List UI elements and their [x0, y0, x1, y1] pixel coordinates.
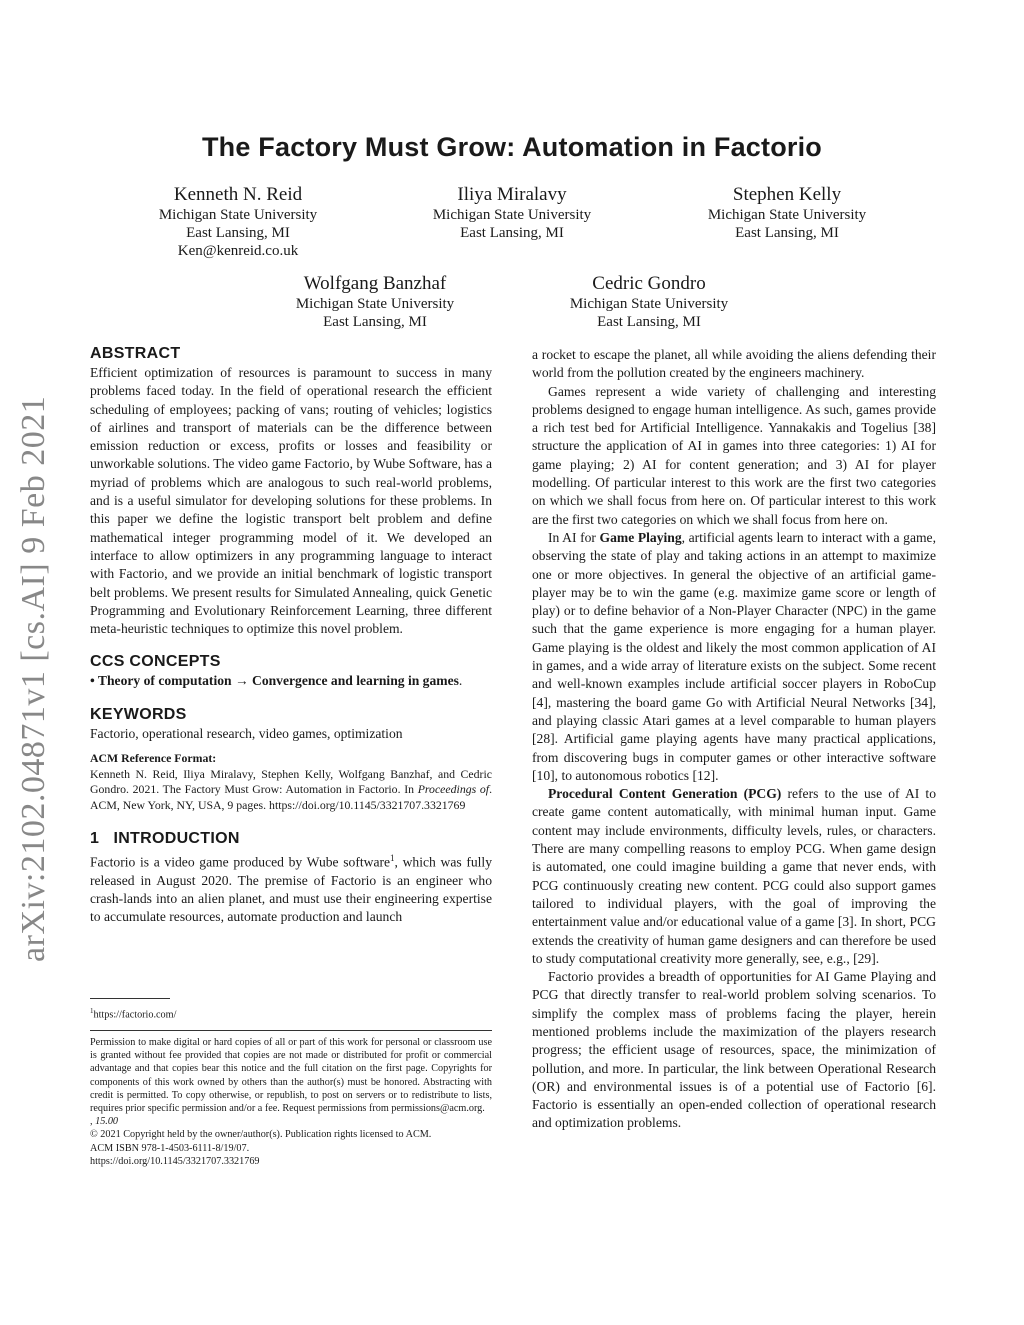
- author-block: [382, 184, 642, 242]
- ccs-bullet: •: [90, 673, 95, 689]
- ccs-arrow: →: [235, 673, 249, 689]
- intro-text-a: Factorio is a video game produced by Wube software: [90, 854, 391, 870]
- footnote-mark: 1: [90, 1007, 94, 1015]
- footnote-rule: [90, 998, 170, 999]
- intro-text-b: , which was fully released in August 2020. The premise of Factorio is an engineer who crash-lands into an alien planet, and must use their engineering expertise to accumulate resources, automate production and launch: [90, 854, 492, 925]
- author-block: [657, 184, 917, 242]
- acm-reference: [90, 751, 492, 813]
- text-run: , artificial agents learn to interact with a game, observing the state of play and taking actions in an attempt to maximize one or more objectives. In general the objective of an artificial game-player may be to win the game (e.g. maximize game score or length of play) or to define behavior of a Non-Player Character (NPC) in the game such that the game experience is more engaging for a human player. Game playing is the oldest and likely the most common application of AI in games, and a wide array of literature exists on the subject. Some recent and well-known examples include artificial soccer players in RoboCup [4], mastering the board game Go with Artificial Neural Networks [34], and playing classic Atari games at a level comparable to human players [28]. Artificial game playing agents have many practical applications, from discovering bugs in computer games or other interactive software [10], to autonomous robotics [12].: [532, 529, 936, 783]
- paragraph-pcg: [532, 785, 936, 968]
- term-pcg: Procedural Content Generation (PCG): [548, 786, 782, 802]
- right-column: [532, 346, 936, 1133]
- author-name: Stephen Kelly: [732, 184, 842, 205]
- ccs-heading: CCS CONCEPTS: [90, 653, 221, 671]
- doi-line: https://doi.org/10.1145/3321707.3321769: [90, 1155, 260, 1167]
- paragraph: Games represent a wide variety of challenging and interesting problems designed to engage human intelligence. As such, games provide a rich test bed for Artificial Intelligence. Yannakakis and Togelius [38] structure the application of AI in games into three categories: 1) AI for game playing; 2) AI for content generation; and 3) AI for player modelling. Of particular interest to this work are the first two categories on which we shall focus from here on. Of particular interest to this work are the first two categories on which we shall focus from here on.: [532, 383, 936, 527]
- text-run: In AI for: [548, 529, 600, 545]
- intro-text: [90, 849, 492, 927]
- author-affiliation: Michigan State University: [158, 207, 318, 223]
- intro-title: INTRODUCTION: [113, 830, 240, 848]
- author-block: [108, 184, 368, 260]
- author-location: East Lansing, MI: [186, 225, 290, 241]
- copyright-line: © 2021 Copyright held by the owner/author(s). Publication rights licensed to ACM.: [90, 1129, 432, 1141]
- author-location: East Lansing, MI: [460, 225, 564, 241]
- keywords-text: Factorio, operational research, video games, optimization: [90, 725, 403, 741]
- acm-reference-text: Kenneth N. Reid, Iliya Miralavy, Stephen Kelly, Wolfgang Banzhaf, and Cedric Gondro. 2021. The Factory Must Grow: Automation in Factorio. In: [90, 766, 492, 797]
- author-name: Kenneth N. Reid: [173, 184, 303, 205]
- arxiv-stamp: arXiv:2102.04871v1 [cs.AI] 9 Feb 2021: [15, 395, 52, 962]
- author-affiliation: Michigan State University: [707, 207, 867, 223]
- footnote: [90, 1005, 492, 1022]
- paper-title: The Factory Must Grow: Automation in Factorio: [201, 132, 822, 162]
- ccs-concept: Theory of computation: [97, 673, 232, 689]
- left-column: [90, 344, 492, 927]
- author-location: East Lansing, MI: [323, 314, 427, 330]
- permission-block: [90, 1036, 492, 1168]
- author-location: East Lansing, MI: [597, 314, 701, 330]
- permission-rule: [90, 1030, 492, 1031]
- author-location: East Lansing, MI: [735, 225, 839, 241]
- price-line: , 15.00: [90, 1116, 119, 1128]
- author-name: Iliya Miralavy: [457, 184, 567, 205]
- acm-reference-doi: . ACM, New York, NY, USA, 9 pages. https://doi.org/10.1145/3321707.3321769: [90, 782, 493, 812]
- author-block: [245, 273, 505, 331]
- footnote-text: https://factorio.com/: [93, 1009, 177, 1021]
- ccs-concepts: • Theory of computation → Convergence and learning in games.: [90, 673, 463, 689]
- paragraph: a rocket to escape the planet, all while avoiding the aliens defending their world from the pollution created by the engineers machinery.: [532, 347, 936, 381]
- author-affiliation: Michigan State University: [432, 207, 592, 223]
- author-name: Cedric Gondro: [592, 273, 706, 294]
- author-email: Ken@kenreid.co.uk: [177, 243, 299, 259]
- intro-heading: [90, 829, 492, 849]
- intro-number: 1: [90, 830, 100, 848]
- footnote-marker: 1: [390, 853, 395, 864]
- abstract-text: Efficient optimization of resources is paramount to success in many problems faced today. In the field of operational research the efficient scheduling of employees; packing of vans; routing of vehicles; logistics of airlines and transport of materials can be the difference between emission reduction or excess, profits or losses and feasibility or unworkable solutions. The video game Factorio, by Wube Software, has a myriad of problems which are analogous to such real-world problems, and is a useful simulator for developing solutions for these problems. In this paper we define the logistic transport belt problem and define mathematical integer programming model of it. We developed an interface to allow optimizers in any programming language to interact with Factorio, and we provide an initial benchmark of logistic transport belt problems. We present results for Simulated Annealing, quick Genetic Programming and Evolutionary Reinforcement Learning, three different meta-heuristic techniques to optimize this novel problem.: [90, 365, 492, 637]
- isbn-line: ACM ISBN 978-1-4503-6111-8/19/07.: [90, 1142, 250, 1154]
- permission-text: Permission to make digital or hard copies of all or part of this work for personal or classroom use is granted without fee provided that copies are not made or distributed for profit or commercial advantage and that copies bear this notice and the full citation on the first page. Copyrights for components of this work owned by others than the author(s) must be honored. Abstracting with credit is permitted. To copy otherwise, or republish, to post on servers or to redistribute to lists, requires prior specific permission and/or a fee. Request permissions from permissions@acm.org.: [90, 1037, 492, 1115]
- acm-reference-label: ACM Reference Format:: [90, 751, 217, 766]
- term-game-playing: Game Playing: [599, 529, 682, 545]
- paragraph: Factorio provides a breadth of opportunities for AI Game Playing and PCG that directly transfer to real-world problem solving scenarios. To simplify the complex mass of problems facing the player, herein mentioned problems include the maximization of the players research progress; the efficient usage of resources, space, the minimization of pollution, and more. In particular, the link between Operational Research (OR) and environmental issues is of a potential use of Factorio [6]. Factorio is essentially an open-ended collection of operational research and optimization problems.: [532, 969, 936, 1131]
- keywords-heading: KEYWORDS: [90, 705, 187, 723]
- text-run: refers to the use of AI to create game content automatically, with minimal human input. Game content may include environments, difficulty levels, rules, or characters. There are many compelling reasons to employ PCG. When game design is automated, one could imagine building a game that never ends, with PCG continuously creating new content. PCG could also support games tailored to individual players, with the goal of improving the entertainment value and/or educational value of a game [3]. In short, PCG extends the creativity of human game designers and can therefore be used to study computational creativity more generally, see, e.g., [29].: [532, 786, 936, 966]
- paragraph-game-playing: [532, 529, 936, 785]
- acm-reference-proceedings: Proceedings of: [417, 782, 490, 797]
- author-name: Wolfgang Banzhaf: [303, 273, 447, 294]
- author-affiliation: Michigan State University: [569, 296, 729, 312]
- author-affiliation: Michigan State University: [295, 296, 455, 312]
- ccs-subconcept: Convergence and learning in games: [252, 673, 459, 689]
- abstract-heading: ABSTRACT: [90, 345, 181, 362]
- author-block: [519, 273, 779, 331]
